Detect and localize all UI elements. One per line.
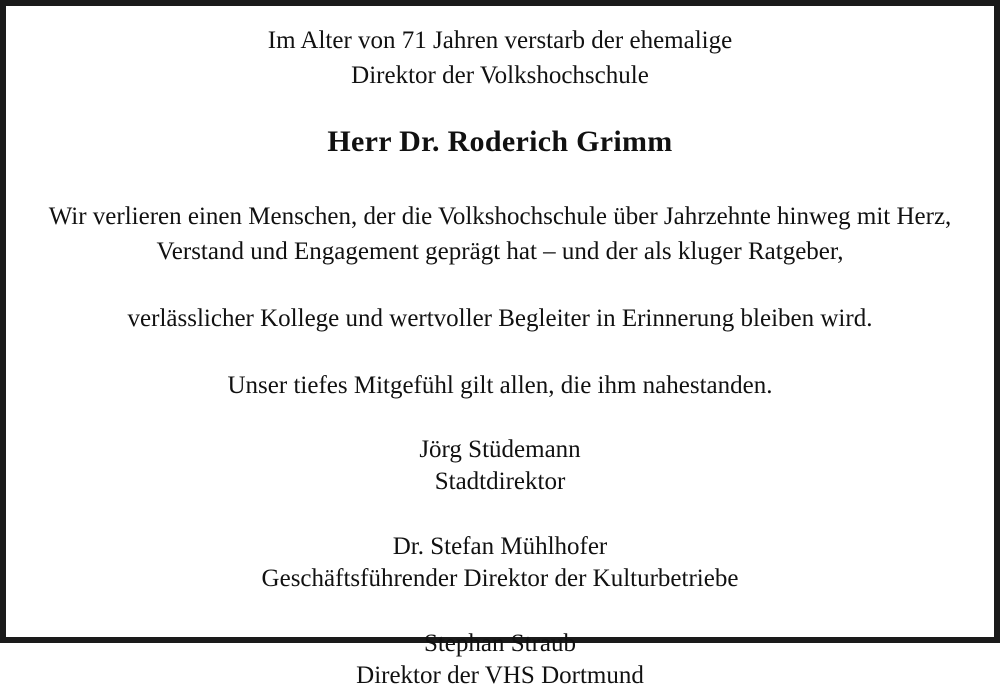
- signatory-name: Dr. Stefan Mühlhofer: [392, 532, 608, 560]
- signatory-block-1: [24, 434, 976, 499]
- signatory-block-2: [24, 531, 976, 596]
- signatory-block-3: [24, 628, 976, 693]
- obituary-content: [6, 6, 994, 690]
- signatory-name: Stephan Straub: [423, 629, 577, 657]
- signatory-role: Direktor der VHS Dortmund: [356, 662, 644, 690]
- body-line-4: Unser tiefes Mitgefühl gilt allen, die ihm nahestanden.: [227, 371, 773, 399]
- signatory-role: Geschäftsführender Direktor der Kulturbetriebe: [261, 565, 739, 593]
- intro-line-2: Direktor der Volkshochschule: [351, 62, 649, 89]
- signatory-name: Jörg Stüdemann: [419, 435, 581, 463]
- body-line-1: Wir verlieren einen Menschen, der die Volkshochschule über Jahrzehnte hinweg mit Herz,: [48, 202, 952, 230]
- signatory-role: Stadtdirektor: [434, 468, 566, 496]
- intro-line-1: Im Alter von 71 Jahren verstarb der ehemalige: [267, 27, 733, 54]
- body-line-2: Verstand und Engagement geprägt hat – und der als kluger Ratgeber,: [156, 237, 844, 265]
- body-line-3: verlässlicher Kollege und wertvoller Begleiter in Erinnerung bleiben wird.: [127, 304, 873, 332]
- deceased-name: Herr Dr. Roderich Grimm: [327, 125, 673, 158]
